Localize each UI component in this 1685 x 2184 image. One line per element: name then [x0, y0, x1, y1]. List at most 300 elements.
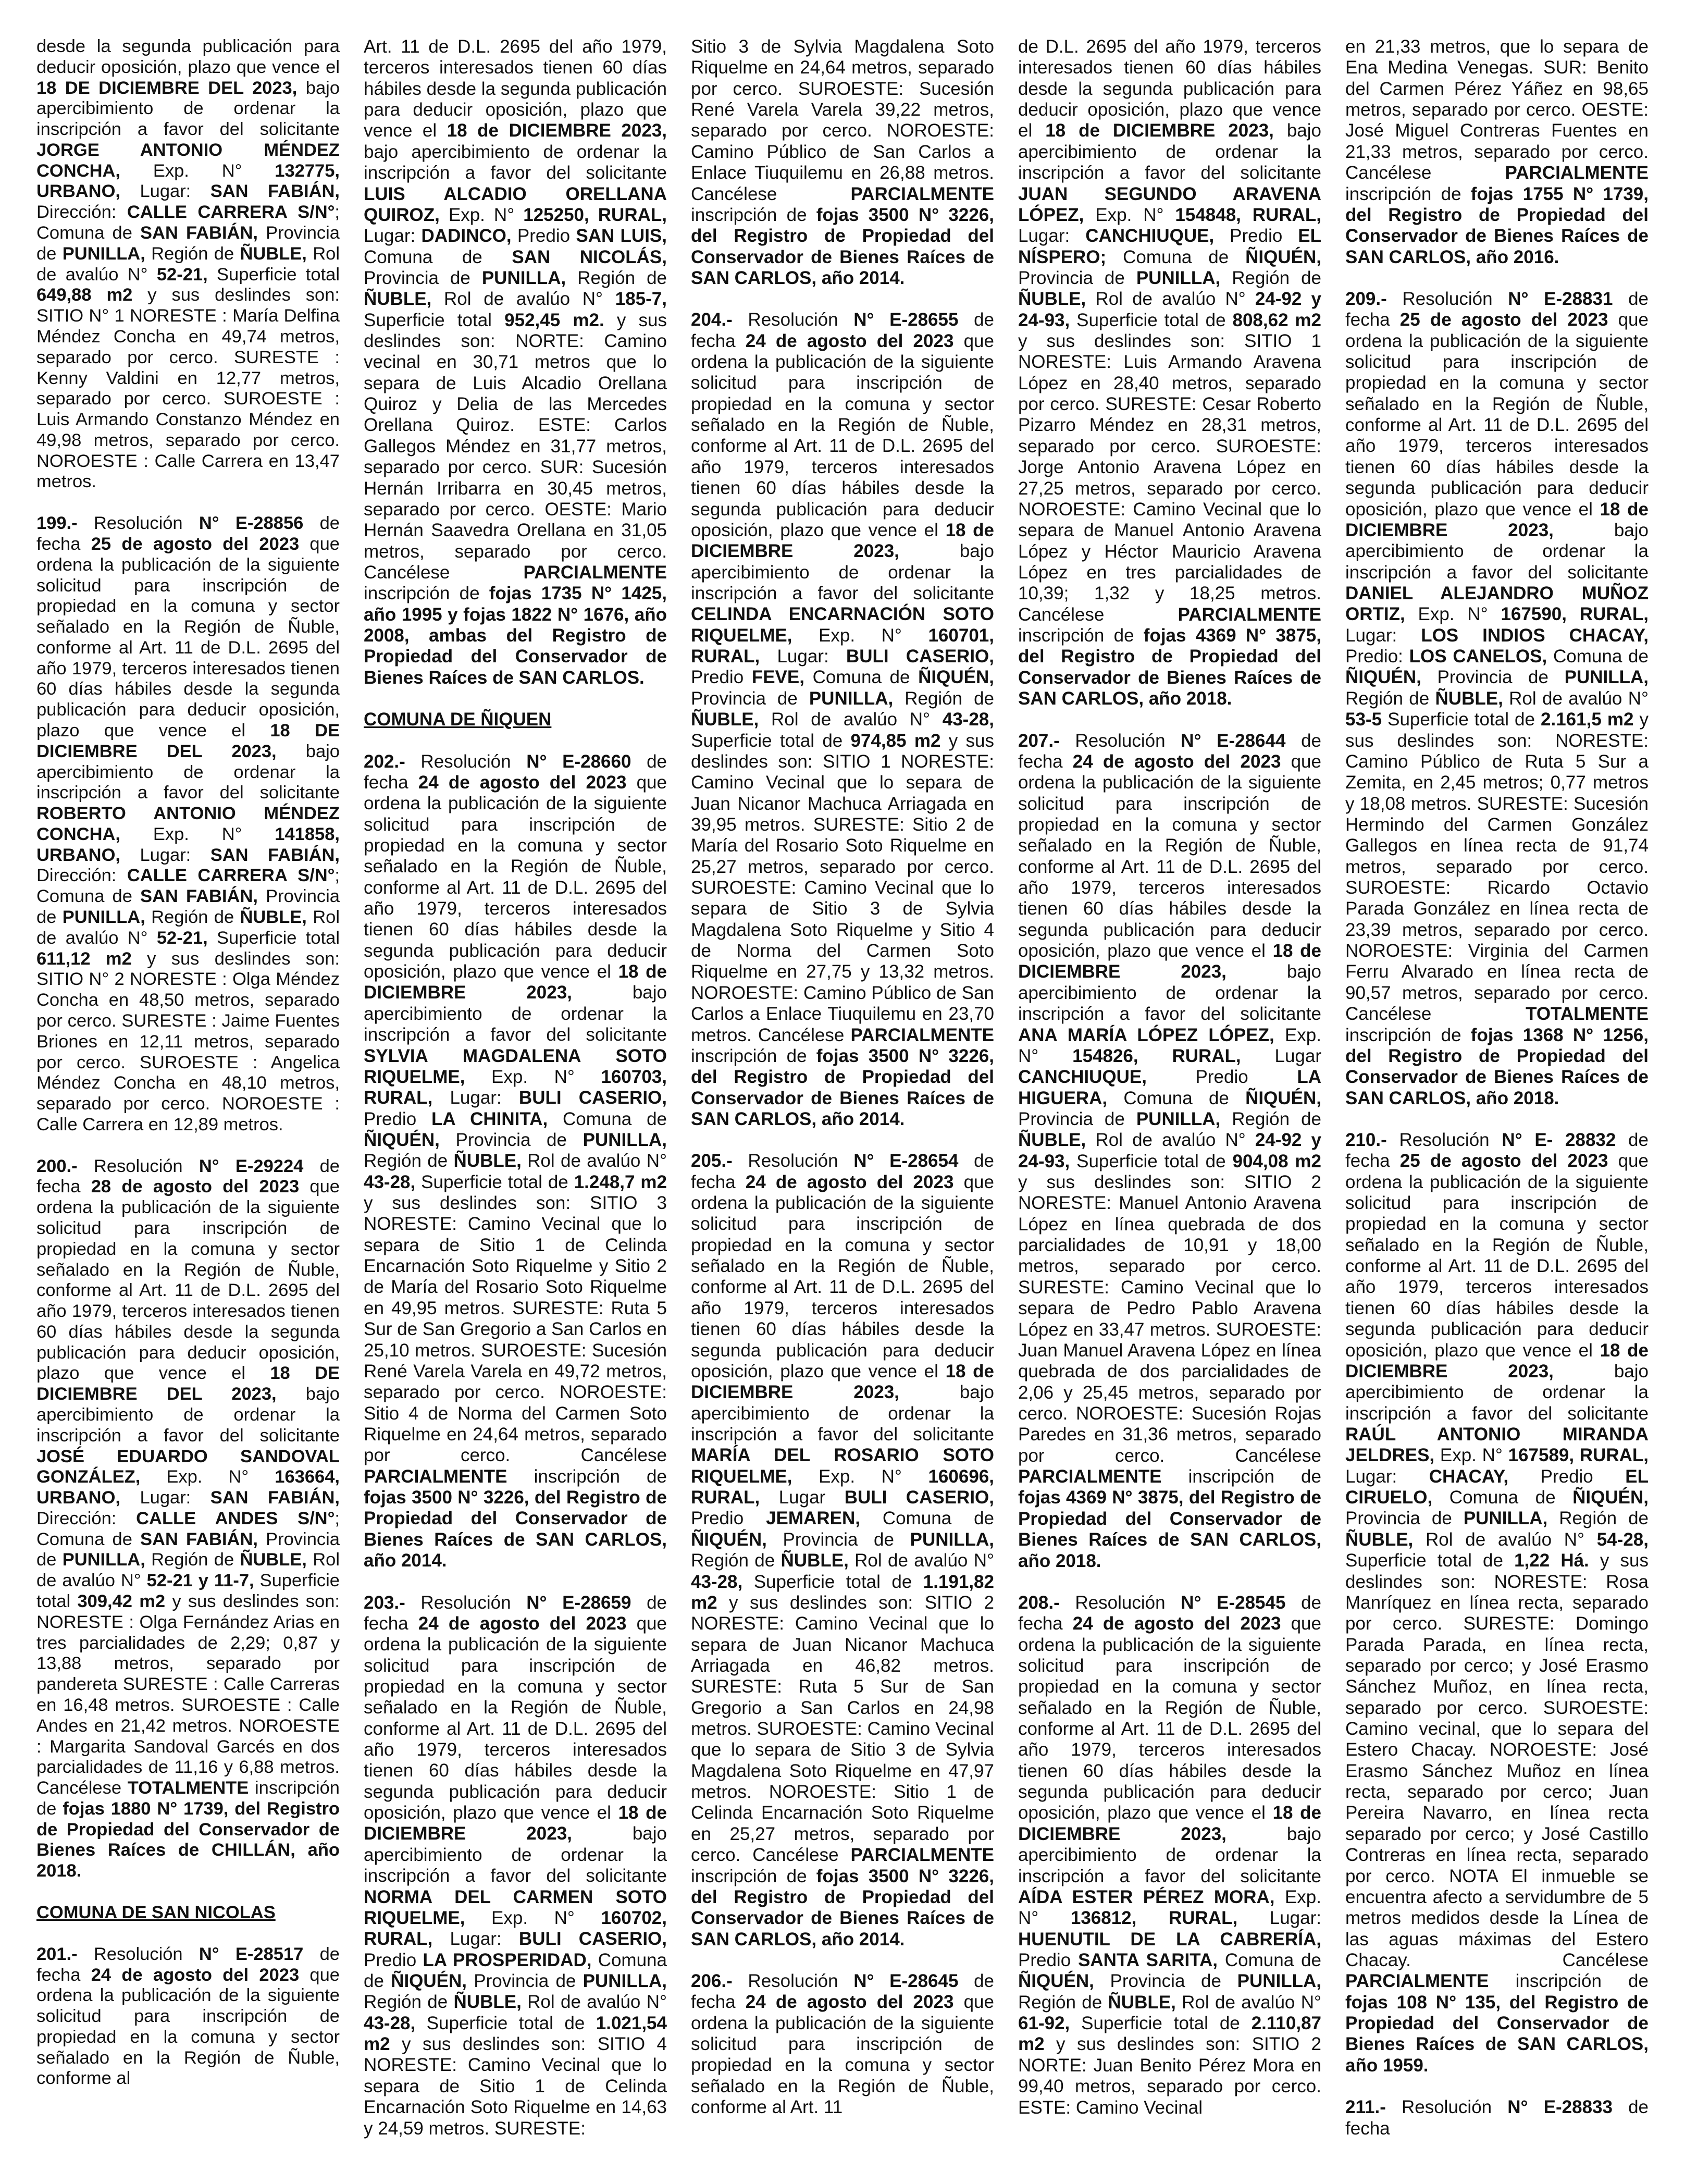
bold-text: 1,22 Há.: [1514, 1550, 1589, 1571]
notice-paragraph: [1018, 1593, 1321, 2118]
bold-text: PUNILLA,: [1237, 1971, 1321, 1992]
bold-text: SAN FABIÁN,: [140, 886, 258, 907]
body-text: Predio: [1146, 1067, 1297, 1088]
bold-text: PARCIALMENTE: [1178, 604, 1321, 625]
notice-paragraph: [1345, 36, 1649, 268]
notice-paragraph: [1345, 289, 1649, 1109]
bold-text: CALLE ANDES S/N°: [136, 1508, 335, 1528]
body-text: Región de: [1220, 1108, 1321, 1129]
body-text: Región de: [1220, 267, 1321, 288]
bold-text: MARÍA DEL ROSARIO SOTO RIQUELME,: [691, 1445, 994, 1487]
body-text: Rol de avalúo N°: [1086, 289, 1255, 310]
body-text: Exp. N°: [792, 625, 928, 646]
bold-text: 167589, RURAL,: [1508, 1445, 1649, 1466]
bold-text: fojas 3500 N° 3226, del Registro de Propiedad del Conservador de Bienes Raíces de SAN CARLOS, año 2014.: [364, 1487, 667, 1571]
notice-paragraph: [691, 310, 994, 1130]
bold-text: 18 de DICIEMBRE 2023,: [1018, 1803, 1321, 1844]
bold-text: fojas 3500 N° 3226, del Registro de Propiedad del Conservador de Bienes Raíces de SAN CARLOS, año 2014.: [691, 204, 994, 288]
body-text: bajo apercibimiento de ordenar la inscripción a favor del solicitante: [1345, 1361, 1649, 1424]
bold-text: 167590, RURAL,: [1501, 604, 1649, 625]
bold-text: 136812, RURAL,: [1070, 1908, 1238, 1929]
body-text: Comuna de: [804, 667, 919, 688]
bold-text: TOTALMENTE: [127, 1778, 249, 1798]
body-text: Exp. N°: [1018, 1886, 1321, 1929]
body-text: Exp. N°: [465, 1907, 601, 1928]
bold-text: BULI CASERIO,: [844, 1487, 994, 1508]
bold-text: SYLVIA MAGDALENA SOTO RIQUELME,: [364, 1045, 667, 1087]
bold-text: SAN FABIÁN,: [140, 223, 258, 243]
bold-text: PARCIALMENTE: [850, 183, 994, 204]
body-text: Rol de avalúo N°: [1413, 1529, 1597, 1550]
bold-text: 132775, URBANO,: [36, 161, 340, 202]
bold-text: SAN FABIÁN,: [210, 845, 340, 865]
body-text: Superficie total: [207, 928, 340, 948]
body-text: Resolución: [1059, 730, 1181, 751]
bold-text: PUNILLA,: [809, 688, 894, 709]
body-text: Región de: [145, 907, 240, 928]
bold-text: N° E-28645: [853, 1970, 959, 1991]
bold-text: 611,12 m2: [36, 948, 132, 969]
body-text: Lugar:: [432, 1929, 519, 1949]
body-text: Provincia de: [467, 1970, 583, 1991]
bold-text: 18 DE DICIEMBRE DEL 2023,: [36, 1363, 340, 1404]
bold-text: ANA MARÍA LÓPEZ LÓPEZ,: [1018, 1025, 1274, 1045]
body-text: Superficie total de: [1382, 709, 1541, 730]
bold-text: 1.248,7 m2: [574, 1171, 667, 1192]
bold-text: CELINDA ENCARNACIÓN SOTO RIQUELME,: [691, 604, 994, 646]
body-text: Resolución: [77, 513, 199, 534]
body-text: Lugar: [760, 1487, 845, 1508]
body-text: Predio: [1214, 226, 1298, 246]
body-text: Región de: [893, 688, 994, 709]
body-text: Rol de avalúo N°: [521, 1992, 667, 2013]
body-text: bajo apercibimiento de ordenar la inscripción a favor del solicitante: [364, 982, 667, 1045]
bold-text: ÑUBLE,: [1018, 289, 1086, 310]
body-text: de D.L. 2695 del año 1979, terceros interesados tienen 60 días hábiles desde la segunda publicación para deducir oposición, plazo que vence el: [1018, 36, 1321, 141]
column-3: [691, 36, 994, 2152]
bold-text: AÍDA ESTER PÉREZ MORA,: [1018, 1886, 1275, 1907]
body-text: que ordena la publicación de la siguiente solicitud para inscripción de propiedad en la comuna y sector señalado en la Región de Ñuble, conforme al Art. 11 de D.L. 2695 del año 1979, terceros interesados tienen 60 días hábiles desde la segunda publicación para deducir oposición, plazo que vence el: [691, 1171, 994, 1381]
body-text: Rol de avalúo N°: [36, 907, 340, 948]
bold-text: ÑIQUÉN,: [918, 667, 994, 688]
body-text: que ordena la publicación de la siguiente solicitud para inscripción de propiedad en la comuna y sector señalado en la Región de Ñuble, conforme al: [36, 1965, 340, 2089]
bold-text: HUENUTIL DE LA CABRERÍA,: [1018, 1929, 1321, 1949]
body-text: Comuna de: [860, 1508, 994, 1529]
body-text: bajo apercibimiento de ordenar la inscripción a favor del solicitante: [1018, 120, 1321, 183]
section-heading: COMUNA DE SAN NICOLAS: [36, 1902, 276, 1922]
bold-text: PUNILLA,: [910, 1529, 994, 1550]
bold-text: SAN LUIS,: [576, 226, 667, 246]
column-2: [364, 36, 667, 2152]
bold-text: PUNILLA,: [62, 907, 145, 928]
body-text: Provincia de: [766, 1529, 910, 1550]
body-text: Lugar:: [432, 1088, 519, 1108]
body-text: Comuna de: [1547, 646, 1649, 667]
body-text: de fecha: [36, 1944, 340, 1985]
body-text: y sus deslindes son: SITIO N° 1 NORESTE : María Delfina Méndez Concha en 49,74 metros, separado por cerco. SURESTE : Kenny Valdini en 12,77 metros, separado por cerco. SUROESTE : Luis Armando Constanzo Méndez en 49,98 metros, separado por cerco. NOROESTE : Calle Carrera en 13,47 metros.: [36, 285, 340, 492]
bold-text: 201.-: [36, 1944, 78, 1964]
body-text: Resolución: [77, 1156, 199, 1176]
body-text: de fecha: [364, 1592, 667, 1634]
notice-paragraph: [36, 1944, 340, 2089]
body-text: Superficie total: [207, 264, 340, 285]
bold-text: 18 DE DICIEMBRE DEL 2023,: [36, 78, 298, 98]
bold-text: fojas 3500 N° 3226, del Registro de Propiedad del Conservador de Bienes Raíces de SAN CARLOS, año 2014.: [691, 1045, 994, 1129]
bold-text: SAN FABIÁN,: [210, 1488, 340, 1508]
body-text: que ordena la publicación de la siguiente solicitud para inscripción de propiedad en la comuna y sector señalado en la Región de Ñuble, conforme al Art. 11 de D.L. 2695 del año 1979, terceros interesados tienen 60 días hábiles desde la segunda publicación para deducir oposición, plazo que vence el: [1018, 751, 1321, 961]
bold-text: NORMA DEL CARMEN SOTO RIQUELME,: [364, 1886, 667, 1928]
notice-paragraph: [691, 1151, 994, 1950]
bold-text: PUNILLA,: [62, 1550, 145, 1570]
bold-text: N° E-28655: [853, 310, 959, 330]
body-text: de fecha: [1345, 1129, 1649, 1171]
bold-text: PUNILLA,: [1136, 1108, 1221, 1129]
body-text: y sus deslindes son: SITIO 1 NORESTE: Camino Vecinal que lo separa de Juan Nicanor Machuca Arriagada en 39,95 metros. SURESTE: Sitio 2 de María del Rosario Soto Riquelme en 25,27 metros, separado por cerco. SUROESTE: Camino Vecinal que lo separa de Sitio 3 de Sylvia Magdalena Soto Riquelme y Sitio 4 de Norma del Carmen Soto Riquelme en 27,75 y 13,32 metros. NOROESTE: Camino Público de San Carlos a Enlace Tiuquilemu en 23,70 metros. Cancélese: [691, 730, 994, 1045]
body-text: inscripción de: [1345, 1025, 1471, 1045]
bold-text: 52-21,: [156, 928, 208, 948]
bold-text: 160696, RURAL,: [691, 1466, 994, 1508]
bold-text: FEVE,: [751, 667, 804, 688]
bold-text: fojas 1755 N° 1739, del Registro de Propiedad del Conservador de Bienes Raíces de SAN CARLOS, año 2016.: [1345, 183, 1649, 267]
body-text: Superficie total de: [415, 2013, 596, 2033]
body-text: inscripción de: [1345, 183, 1471, 204]
body-text: y sus deslindes son: NORESTE: Camino Público de Ruta 5 Sur a Zemita, en 2,45 metros; 0,77 metros y 18,08 metros. SURESTE: Sucesión Hermindo del Carmen González Gallegos en línea recta de 91,74 metros, separado por cerco. SUROESTE: Ricardo Octavio Parada González en línea recta de 23,39 metros, separado por cerco. NOROESTE: Virginia del Carmen Ferru Alvarado en línea recta de 90,57 metros, separado por cerco. Cancélese: [1345, 709, 1649, 1025]
body-text: de fecha: [691, 310, 994, 351]
notice-paragraph: [1345, 2097, 1649, 2139]
body-text: Predio: [691, 667, 752, 688]
body-text: de fecha: [691, 1970, 994, 2013]
bold-text: ÑUBLE,: [364, 289, 432, 310]
body-text: Superficie total: [36, 1571, 340, 1612]
body-text: Superficie total de: [1345, 1550, 1515, 1571]
bold-text: PUNILLA,: [583, 1129, 667, 1150]
bold-text: 24 de agosto del 2023: [745, 330, 954, 351]
body-text: y sus deslindes son: SITIO 2 NORESTE: Manuel Antonio Aravena López en línea quebrada de dos parcialidades de 10,91 y 18,00 metros, separado por cerco. SURESTE: Camino Vecinal que lo separa de Pedro Pablo Aravena López en 33,47 metros. SUROESTE: Juan Manuel Aravena López en línea quebrada de dos parcialidades de 2,06 y 25,45 metros, separado por cerco. NOROESTE: Sucesión Rojas Paredes en 31,36 metros, separado por cerco. Cancélese: [1018, 1172, 1321, 1466]
body-text: Predio:: [1345, 646, 1409, 667]
bold-text: CALLE CARRERA S/N°: [127, 202, 335, 223]
bold-text: 18 de DICIEMBRE 2023,: [1045, 120, 1274, 141]
bold-text: 18 de DICIEMBRE 2023,: [1345, 1340, 1649, 1381]
bold-text: 202.-: [364, 751, 405, 772]
body-text: Predio: [1508, 1466, 1626, 1487]
bold-text: fojas 4369 N° 3875, del Registro de Propiedad del Conservador de Bienes Raíces de SAN CARLOS, año 2018.: [1018, 1487, 1321, 1571]
body-text: que ordena la publicación de la siguiente solicitud para inscripción de propiedad en la comuna y sector señalado en la Región de Ñuble, conforme al Art. 11 de D.L. 2695 del año 1979, terceros interesados tienen 60 días hábiles desde la segunda publicación para deducir oposición, plazo que vence el: [691, 330, 994, 540]
body-text: que ordena la publicación de la siguiente solicitud para inscripción de propiedad en la comuna y sector señalado en la Región de Ñuble, conforme al Art. 11: [691, 1992, 994, 2118]
bold-text: 25 de agosto del 2023: [1399, 310, 1608, 330]
bold-text: SAN FABIÁN,: [140, 1529, 258, 1549]
body-text: Exp. N°: [465, 1066, 601, 1087]
bold-text: ÑIQUÉN,: [1018, 1971, 1094, 1992]
bold-text: ÑUBLE,: [1108, 1992, 1176, 2013]
bold-text: JUAN SEGUNDO ARAVENA LÓPEZ,: [1018, 183, 1321, 225]
body-text: Resolución: [732, 1151, 854, 1171]
bold-text: 205.-: [691, 1151, 733, 1171]
bold-text: 28 de agosto del 2023: [91, 1177, 300, 1197]
bold-text: 160703, RURAL,: [364, 1066, 667, 1108]
body-text: Provincia de: [1094, 1971, 1237, 1992]
body-text: que ordena la publicación de la siguiente solicitud para inscripción de propiedad en la comuna y sector señalado en la Región de Ñuble, conforme al Art. 11 de D.L. 2695 del año 1979, terceros interesados tienen 60 días hábiles desde la segunda publicación para deducir oposición, plazo que vence el: [36, 1177, 340, 1384]
body-text: Superficie total de: [691, 730, 851, 751]
bold-text: ÑUBLE,: [691, 709, 759, 730]
body-text: desde la segunda publicación para deducir oposición, plazo que vence el: [36, 36, 340, 77]
body-text: Provincia de: [1421, 667, 1565, 688]
body-text: y sus deslindes son: SITIO 2 NORESTE: Camino Vecinal que lo separa de Juan Nicanor Machuca Arriagada en 46,82 metros. SURESTE: Ruta 5 Sur de San Gregorio a San Carlos en 24,98 metros. SUROESTE: Camino Vecinal que lo separa de Sitio 3 de Sylvia Magdalena Soto Riquelme en 47,97 metros. NOROESTE: Sitio 1 de Celinda Encarnación Soto Riquelme en 25,27 metros, separado por cerco. Cancélese: [691, 1592, 994, 1866]
bold-text: PUNILLA,: [1463, 1508, 1548, 1529]
body-text: que ordena la publicación de la siguiente solicitud para inscripción de propiedad en la comuna y sector señalado en la Región de Ñuble, conforme al Art. 11 de D.L. 2695 del año 1979, terceros interesados tienen 60 días hábiles desde la segunda publicación para deducir oposición, plazo que vence el: [1018, 1613, 1321, 1823]
bold-text: N° E-29224: [199, 1156, 304, 1176]
bold-text: LOS INDIOS CHACAY,: [1421, 625, 1649, 646]
body-text: Región de: [1345, 688, 1435, 709]
bold-text: 52-21 y 11-7,: [146, 1571, 254, 1591]
bold-text: 207.-: [1018, 730, 1060, 751]
body-text: ; Comuna de: [36, 1508, 340, 1549]
bold-text: 24 de agosto del 2023: [91, 1965, 300, 1985]
body-text: Resolución: [732, 1970, 854, 1991]
bold-text: DANIEL ALEJANDRO MUÑOZ ORTIZ,: [1345, 583, 1649, 625]
body-text: Lugar:: [1237, 1908, 1321, 1929]
bold-text: LA PROSPERIDAD,: [423, 1949, 592, 1970]
bold-text: LUIS ALCADIO ORELLANA QUIROZ,: [364, 183, 667, 225]
section-heading: COMUNA DE ÑIQUEN: [364, 709, 552, 730]
column-1: [36, 36, 340, 2152]
body-text: que ordena la publicación de la siguiente solicitud para inscripción de propiedad en la comuna y sector señalado en la Región de Ñuble, conforme al Art. 11 de D.L. 2695 del año 1979, terceros interesados tienen 60 días hábiles desde la segunda publicación para deducir oposición, plazo que vence el: [1345, 1151, 1649, 1361]
bold-text: 18 DE DICIEMBRE DEL 2023,: [36, 721, 340, 761]
notice-paragraph: [36, 513, 340, 1135]
body-text: de fecha: [1018, 730, 1321, 772]
bold-text: ÑIQUÉN,: [1245, 246, 1321, 267]
bold-text: 649,88 m2: [36, 285, 133, 305]
body-text: de fecha: [36, 513, 340, 554]
body-text: inscripción de: [691, 1866, 816, 1886]
bold-text: 43-28,: [364, 2013, 416, 2033]
bold-text: PARCIALMENTE: [850, 1845, 994, 1866]
body-text: en 21,33 metros, que lo separa de Ena Medina Venegas. SUR: Benito del Carmen Pérez Yáñez en 98,65 metros, separado por cerco. OESTE: José Miguel Contreras Fuentes en 21,33 metros, separado por cerco. Cancélese: [1345, 36, 1649, 183]
bold-text: 141858, URBANO,: [36, 824, 340, 865]
bold-text: 43-28,: [691, 1571, 743, 1592]
body-text: Resolución: [732, 310, 854, 330]
body-text: Región de: [145, 243, 240, 264]
body-text: Rol de avalúo N°: [521, 1151, 667, 1171]
bold-text: ÑIQUÉN,: [1572, 1487, 1649, 1508]
bold-text: 24-92 y 24-93,: [1018, 1130, 1321, 1171]
bold-text: ÑUBLE,: [1345, 1529, 1414, 1550]
bold-text: ÑIQUÉN,: [1245, 1088, 1321, 1108]
body-text: Región de: [145, 1550, 240, 1570]
body-text: Lugar:: [120, 845, 210, 865]
bold-text: 18 de DICIEMBRE 2023,: [691, 1361, 994, 1403]
bold-text: PUNILLA,: [481, 267, 566, 288]
body-text: Lugar:: [120, 1488, 210, 1508]
bold-text: 24 de agosto del 2023: [1072, 751, 1281, 772]
body-text: Provincia de: [364, 267, 482, 288]
body-text: Lugar:: [1345, 625, 1421, 646]
bold-text: 203.-: [364, 1592, 405, 1613]
bold-text: PUNILLA,: [62, 243, 145, 264]
body-text: Predio: [364, 1949, 423, 1970]
body-text: Resolución: [405, 1592, 527, 1613]
bold-text: ÑUBLE,: [1435, 688, 1503, 709]
bold-text: 200.-: [36, 1156, 78, 1176]
column-4: [1018, 36, 1321, 2152]
body-text: Predio: [691, 1508, 766, 1529]
body-text: Dirección:: [36, 866, 127, 886]
bold-text: 2.161,5 m2: [1541, 709, 1634, 730]
bold-text: 160701, RURAL,: [691, 625, 994, 667]
bold-text: CALLE CARRERA S/N°: [127, 866, 335, 886]
body-text: inscripción de: [36, 1778, 340, 1819]
column-5: [1345, 36, 1649, 2152]
body-text: Lugar:: [364, 226, 422, 246]
body-text: inscripción de: [507, 1466, 667, 1487]
bold-text: 1.021,54 m2: [364, 2013, 667, 2055]
bold-text: CANCHIUQUE,: [1085, 226, 1215, 246]
body-text: de fecha: [1018, 1592, 1321, 1634]
body-text: Superficie total: [364, 310, 505, 330]
bold-text: N° E-28833: [1507, 2097, 1613, 2118]
bold-text: JEMAREN,: [766, 1508, 860, 1529]
body-text: Comuna de: [1107, 1088, 1246, 1108]
body-text: Rol de avalúo N°: [1086, 1130, 1255, 1151]
body-text: Comuna de: [1218, 1949, 1321, 1970]
body-text: Provincia de: [439, 1129, 583, 1150]
bold-text: 18 de DICIEMBRE 2023,: [364, 961, 667, 1003]
body-text: Comuna de: [364, 1949, 667, 1991]
bold-text: 154848, RURAL,: [1175, 204, 1321, 225]
bold-text: 43-28,: [364, 1171, 416, 1192]
bold-text: fojas 1368 N° 1256, del Registro de Propiedad del Conservador de Bienes Raíces de SAN CARLOS, año 2018.: [1345, 1025, 1649, 1108]
bold-text: 18 de DICIEMBRE 2023,: [1345, 499, 1649, 540]
bold-text: ÑUBLE,: [453, 1992, 522, 2013]
body-text: Resolución: [405, 751, 527, 772]
body-text: Predio: [511, 226, 576, 246]
body-text: Predio: [364, 1108, 431, 1129]
bold-text: fojas 4369 N° 3875, del Registro de Propiedad del Conservador de Bienes Raíces de SAN CARLOS, año 2018.: [1018, 625, 1321, 709]
bold-text: 808,62 m2: [1232, 310, 1321, 330]
body-text: Lugar:: [1018, 226, 1086, 246]
body-text: Región de: [1547, 1508, 1649, 1529]
body-text: y sus deslindes son: SITIO 2 NORTE: Juan Benito Pérez Mora en 99,40 metros, separado por cerco. ESTE: Camino Vecinal: [1018, 2034, 1321, 2118]
bold-text: JORGE ANTONIO MÉNDEZ CONCHA,: [36, 140, 340, 181]
bold-text: LA CHINITA,: [431, 1108, 548, 1129]
bold-text: fojas 1880 N° 1739, del Registro de Propiedad del Conservador de Bienes Raíces de CHILLÁN, año 2018.: [36, 1798, 340, 1881]
bold-text: PUNILLA,: [583, 1970, 667, 1991]
body-text: y sus deslindes son: NORTE: Camino vecinal en 30,71 metros que lo separa de Luis Alcadio Orellana Quiroz y Delia de las Mercedes Orellana Quiroz. ESTE: Carlos Gallegos Méndez en 31,77 metros, separado por cerco. SUR: Sucesión Hernán Irribarra en 30,45 metros, separado por cerco. OESTE: Mario Hernán Saavedra Orellana en 31,05 metros, separado por cerco. Cancélese: [364, 310, 667, 583]
body-text: bajo apercibimiento de ordenar la inscripción a favor del solicitante: [364, 1823, 667, 1886]
bold-text: 2.110,87 m2: [1018, 2013, 1321, 2055]
bold-text: TOTALMENTE: [1526, 1004, 1649, 1025]
body-text: de fecha: [1345, 2097, 1649, 2139]
body-text: Exp. N°: [1084, 204, 1175, 225]
bold-text: 1.191,82 m2: [691, 1571, 994, 1613]
bold-text: 25 de agosto del 2023: [91, 534, 300, 554]
body-text: bajo apercibimiento de ordenar la inscripción a favor del solicitante: [1018, 961, 1321, 1025]
body-text: y sus deslindes son: SITIO 1 NORESTE: Luis Armando Aravena López en 28,40 metros, separado por cerco. SURESTE: Cesar Roberto Pizarro Méndez en 28,31 metros, separado por cerco. SUROESTE: Jorge Antonio Aravena López en 27,25 metros, separado por cerco. NOROESTE: Camino Vecinal que lo separa de Manuel Antonio Aravena López y Héctor Mauricio Aravena López en tres parcialidades de 10,39; 1,32 y 18,25 metros. Cancélese: [1018, 331, 1321, 625]
body-text: Comuna de: [1106, 246, 1246, 267]
notice-paragraph: [1018, 731, 1321, 1572]
bold-text: PARCIALMENTE: [364, 1466, 507, 1487]
body-text: inscripción de: [1489, 1971, 1649, 1992]
bold-text: ÑIQUÉN,: [1345, 667, 1421, 688]
notice-paragraph: [36, 36, 340, 492]
bold-text: N° E-28654: [853, 1151, 959, 1171]
body-text: Provincia de: [36, 886, 340, 928]
bold-text: PARCIALMENTE: [1345, 1971, 1489, 1992]
bold-text: BULI CASERIO,: [518, 1929, 667, 1949]
body-text: Exp. N°: [439, 204, 524, 225]
bold-text: 24-92 y 24-93,: [1018, 289, 1321, 330]
body-text: y sus deslindes son: SITIO N° 2 NORESTE : Olga Méndez Concha en 48,50 metros, separado por cerco. SURESTE : Jaime Fuentes Briones en 12,11 metros, separado por cerco. SUROESTE : Angelica Méndez Concha en 48,10 metros, separado por cerco. NOROESTE : Calle Carrera en 12,89 metros.: [36, 948, 340, 1134]
body-text: Rol de avalúo N°: [36, 243, 340, 285]
bold-text: PUNILLA,: [1136, 267, 1221, 288]
bold-text: 18 de DICIEMBRE 2023,: [691, 520, 994, 562]
body-text: inscripción de: [1161, 1466, 1321, 1487]
body-text: Provincia de: [1018, 267, 1136, 288]
bold-text: ÑUBLE,: [240, 243, 307, 264]
bold-text: 204.-: [691, 310, 733, 330]
body-text: Lugar:: [120, 181, 210, 202]
bold-text: 199.-: [36, 513, 78, 534]
body-text: Rol de avalúo N°: [759, 709, 943, 730]
bold-text: 18 de DICIEMBRE 2023,: [364, 1803, 667, 1844]
notice-paragraph: [364, 751, 667, 1572]
notice-paragraph: [364, 36, 667, 688]
bold-text: N° E- 28832: [1502, 1129, 1616, 1150]
bold-text: CHACAY,: [1429, 1466, 1509, 1487]
body-text: ; Comuna de: [36, 866, 340, 907]
bold-text: 24 de agosto del 2023: [418, 772, 627, 793]
bold-text: BULI CASERIO,: [518, 1088, 667, 1108]
notice-paragraph: [691, 36, 994, 289]
body-text: Región de: [691, 1550, 781, 1571]
bold-text: 154826, RURAL,: [1072, 1045, 1241, 1066]
body-text: de fecha: [691, 1151, 994, 1192]
bold-text: ROBERTO ANTONIO MÉNDEZ CONCHA,: [36, 804, 340, 844]
body-text: Superficie total de: [415, 1171, 574, 1192]
bold-text: N° E-28644: [1181, 730, 1286, 751]
body-text: Región de: [566, 267, 667, 288]
body-text: Lugar:: [760, 646, 846, 667]
notice-paragraph: [691, 1971, 994, 2118]
bold-text: CANCHIUQUE,: [1018, 1067, 1147, 1088]
body-text: Región de: [1018, 1992, 1108, 2013]
body-text: bajo apercibimiento de ordenar la inscripción a favor del solicitante: [36, 1384, 340, 1446]
body-text: Exp. N°: [792, 1466, 928, 1487]
body-text: Comuna de: [364, 246, 512, 267]
body-text: y sus deslindes son: NORESTE: Rosa Manríquez en línea recta, separado por cerco. SURESTE: Domingo Parada Parada, en línea recta, separado por cerco; y José Erasmo Sánchez Muñoz, en línea recta, separado por cerco. SUROESTE: Camino vecinal, que lo separa del Estero Chacay. NOROESTE: José Erasmo Sánchez Muñoz en línea recta, separado por cerco; Juan Pereira Navarro, en línea recta separado por cerco; y José Castillo Contreras en línea recta, separado por cerco. NOTA El inmueble se encuentra afecto a servidumbre de 5 metros medidos desde la Línea de las aguas máximas del Estero Chacay. Cancélese: [1345, 1550, 1649, 1970]
bold-text: 206.-: [691, 1970, 733, 1991]
newspaper-page: [36, 36, 1649, 2152]
bold-text: 24 de agosto del 2023: [745, 1171, 954, 1192]
body-text: Resolución: [1385, 2097, 1508, 2118]
body-text: ; Comuna de: [36, 202, 340, 243]
body-text: de fecha: [36, 1156, 340, 1197]
body-text: Exp. N°: [120, 161, 275, 181]
body-text: de fecha: [1345, 288, 1649, 330]
bold-text: PUNILLA,: [1564, 667, 1649, 688]
bold-text: ÑIQUÉN,: [364, 1129, 440, 1150]
body-text: bajo apercibimiento de ordenar la inscripción a favor del solicitante: [1018, 1823, 1321, 1886]
notice-paragraph: [1018, 36, 1321, 710]
body-text: Rol de avalúo N°: [1503, 688, 1649, 709]
bold-text: SANTA SARITA,: [1078, 1949, 1218, 1970]
bold-text: 24 de agosto del 2023: [745, 1992, 954, 2013]
body-text: Provincia de: [1018, 1108, 1136, 1129]
bold-text: LA HIGUERA,: [1018, 1067, 1321, 1108]
bold-text: ÑIQUÉN,: [691, 1529, 767, 1550]
body-text: bajo apercibimiento de ordenar la inscripción a favor del solicitante: [691, 1382, 994, 1445]
body-text: Comuna de: [548, 1108, 667, 1129]
body-text: que ordena la publicación de la siguiente solicitud para inscripción de propiedad en la comuna y sector señalado en la Región de Ñuble, conforme al Art. 11 de D.L. 2695 del año 1979, terceros interesados tienen 60 días hábiles desde la segunda publicación para deducir oposición, plazo que vence el: [1345, 310, 1649, 520]
